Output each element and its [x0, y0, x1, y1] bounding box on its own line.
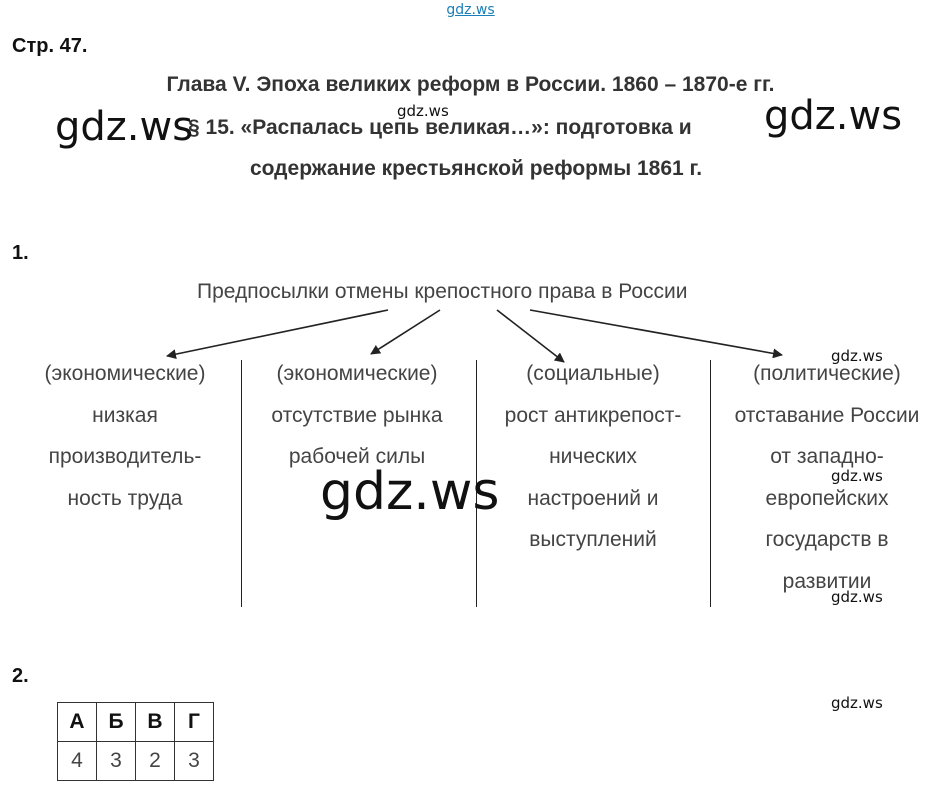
chapter-title: Глава V. Эпоха великих реформ в России. 1860 – 1870-е гг.	[166, 73, 775, 96]
arrow-to-economic-2	[371, 310, 440, 354]
watermark-small: gdz.ws	[831, 588, 883, 606]
column-line: низкая	[92, 403, 158, 427]
column-line: (социальные)	[526, 362, 660, 385]
table-header-cell: А	[58, 703, 97, 742]
watermark-small: gdz.ws	[831, 347, 883, 365]
paragraph-title-line1: § 15. «Распалась цепь великая…»: подготовка и	[188, 116, 692, 139]
column-line: отсутствие рынка	[271, 403, 443, 427]
column-line: отставание России	[734, 403, 920, 427]
table-cell: 3	[97, 742, 136, 781]
column-line: настроений и	[527, 486, 659, 510]
table-header-row	[58, 703, 214, 742]
prerequisite-social	[486, 353, 700, 561]
column-line: европейских	[765, 486, 889, 510]
table-header-cell: В	[136, 703, 175, 742]
column-divider	[710, 360, 711, 607]
watermark-large-left: gdz.ws	[55, 104, 194, 150]
arrow-to-economic-1	[167, 310, 388, 356]
column-line: выступлений	[529, 528, 657, 551]
arrow-to-political	[530, 310, 782, 355]
column-line: от западно-	[770, 445, 884, 468]
table-cell: 2	[136, 742, 175, 781]
column-line: рост антикрепост-	[504, 403, 682, 427]
question-2-number: 2.	[12, 665, 29, 687]
answer-table	[57, 702, 214, 781]
table-header-cell: Б	[97, 703, 136, 742]
watermark-large-right: gdz.ws	[764, 93, 903, 139]
column-line: развитии	[782, 569, 872, 593]
prerequisite-economic-1	[25, 353, 225, 519]
table-header-cell: Г	[175, 703, 214, 742]
table-cell: 3	[175, 742, 214, 781]
watermark-small: gdz.ws	[397, 102, 449, 120]
column-line: государств в	[765, 528, 889, 551]
column-line: нических	[549, 445, 637, 468]
column-line: рабочей силы	[288, 445, 426, 468]
column-line: ность труда	[67, 486, 183, 510]
table-row	[58, 742, 214, 781]
prerequisite-political	[717, 353, 937, 602]
paragraph-title-line2: содержание крестьянской реформы 1861 г.	[249, 157, 703, 180]
watermark-top-link[interactable]: gdz.ws	[446, 2, 495, 18]
page-label: Стр. 47.	[12, 35, 88, 57]
prerequisite-economic-2	[253, 353, 461, 478]
column-line: (экономические)	[44, 362, 206, 385]
column-line: производитель-	[48, 445, 202, 468]
diagram-title: Предпосылки отмены крепостного права в России	[197, 280, 688, 303]
watermark-small: gdz.ws	[831, 694, 883, 712]
column-divider	[241, 360, 242, 607]
table-cell: 4	[58, 742, 97, 781]
column-line: (экономические)	[276, 362, 438, 385]
watermark-small: gdz.ws	[831, 467, 883, 485]
watermark-large-center: gdz.ws	[320, 462, 500, 522]
question-1-number: 1.	[12, 242, 29, 264]
column-line: (политические)	[753, 362, 901, 385]
